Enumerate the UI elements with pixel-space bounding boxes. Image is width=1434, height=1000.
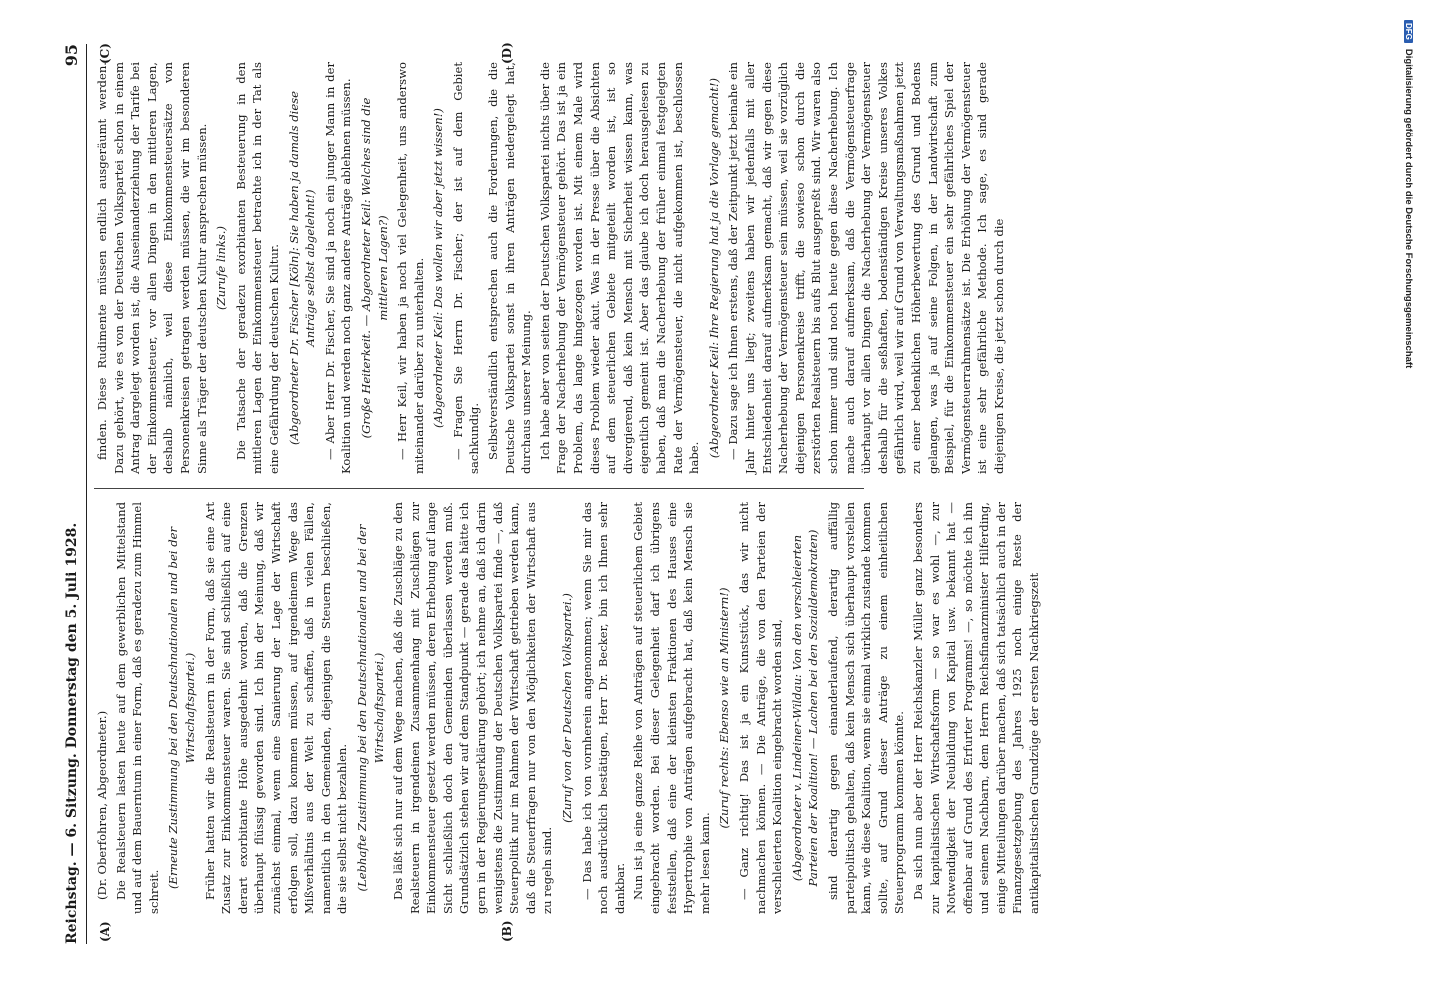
- paragraph: Da sich nun aber der Herr Reichskanzler Müller ganz besonders zur kapitalistischen Wirtschaftsform — so war es wohl —, zur Notwendigkeit der Neubildung von Kapital usw. bekannt hat — offenbar auf Grund des Erfurter Programms! —, so möchte ich ihn und seinem Nachbarn, dem Herrn Reichsfinanzminister Hilferding, einige Mitteilungen darüber machen, daß sich tatsächlich auch in der Finanzgesetzgebung des Jahres 1925 noch einige Reste der antikapitalistischen Grundzüge der ersten Nachkriegszeit: [910, 502, 1042, 914]
- dfg-logo: DFG: [1404, 20, 1413, 43]
- interjection: (Lebhafte Zustimmung bei den Deutschnationalen und bei der Wirtschaftspartei.): [354, 524, 386, 892]
- funding-note-text: Digitalisierung gefördert durch die Deutsche Forschungsgemeinschaft: [1403, 48, 1414, 369]
- paragraph: — Ganz richtig! Das ist ja ein Kunststück, das wir nicht nachmachen können. — Die Anträge, die von den Parteien der verschleierten Koalition eingebracht worden sind,: [736, 502, 785, 914]
- paragraph: finden. Diese Rudimente müssen endlich ausgeräumt werden. Dazu gehört, wie es von der Deutschen Volkspartei schon in einem Antrag dargelegt worden ist, die Auseinanderziehung der Tarife bei der Einkommensteuer, vor allen Dingen in den mittleren Lagen, deshalb nämlich, weil diese Einkommensteuersätze von Personenkreisen getragen werden müssen, die wir im besonderen Sinne als Träger der deutschen Kultur ansprechen müssen.: [95, 62, 209, 474]
- paragraph: sind derartig gegen einanderlaufend, derartig auffällig parteipolitisch gehalten, daß kein Mensch sich überhaupt vorstellen kann, wie diese Koalition, wenn sie einmal wirklich zustande kommen sollte, auf Grund dieser Anträge zu einem einheitlichen Steuerprogramm kommen könnte.: [825, 502, 907, 914]
- paragraph: Ich habe aber von seiten der Deutschen Volkspartei nichts über die Frage der Nacherhebung der Vermögensteuer gehört. Das ist ja ein Problem, das lange hingezogen worden ist. Mit einem Male wird dieses Problem wieder akut. Was in der Presse über die Absichten auf dem steuerlichen Gebiete mitgeteilt worden ist, ist so divergierend, daß kein Mensch mit Sicherheit wissen kann, was eigentlich gemeint ist. Aber das glaube ich doch herausgelesen zu haben, daß man die Nacherhebung der früher einmal festgelegten Rate der Vermögensteuer, die nicht aufgekommen ist, beschlossen habe.: [537, 62, 702, 474]
- margin-marker-d: (D): [500, 42, 514, 64]
- paragraph: — Dazu sage ich Ihnen erstens, daß der Zeitpunkt jetzt beinahe ein Jahr hinter uns liegt; zweitens haben wir jedenfalls mit aller Entschiedenheit darauf aufmerksam gemacht, daß wir gegen diese Nacherhebung der Vermögensteuer sein müssen, weil sie vorzüglich diejenigen Personenkreise trifft, die sowieso schon durch die zerstörten Realsteuern bis aufs Blut ausgepreßt sind. Wir waren also schon immer und sind noch heute gegen diese Nacherhebung. Ich mache auch darauf aufmerksam, daß die Vermögensteuerfrage überhaupt vor allen Dingen die Nacherhebung der Vermögensteuer deshalb für die seßhaften, bodenständigen Kreise unseres Volkes gefährlich wird, weil wir auf Grund von Verwaltungsmaßnahmen jetzt zu einer bedenklichen Höherbewertung des Grund und Bodens gelangen, was ja auf seine Folgen, in der Landwirtschaft zum Beispiel, für die Einkommensteuer ein sehr gefährliches Spiel der Vermögensteuerrahmensätze ist. Die Erhöhung der Vermögensteuer ist eine sehr gefährliche Methode. Ich sage, es sind gerade diejenigen Kreise, die jetzt schon durch die: [726, 62, 1006, 474]
- interjection: (Große Heiterkeit. — Abgeordneter Keil: Welches sind die mittleren Lagen?): [358, 97, 390, 439]
- paragraph: — Fragen Sie Herrn Dr. Fischer; der ist auf dem Gebiet sachkundig.: [450, 62, 482, 474]
- interjection: (Abgeordneter v. Lindeiner-Wildau: Von den verschleierten Parteien der Koalition! — Lachen bei den Sozialdemokraten): [789, 529, 821, 887]
- running-title: Reichstag. — 6. Sitzung. Donnerstag den 5. Juli 1928.: [64, 522, 80, 944]
- margin-marker-c: (C): [98, 43, 112, 64]
- interjection: (Abgeordneter Keil: Ihre Regierung hat ja die Vorlage gemacht!): [706, 77, 721, 459]
- interjection: (Abgeordneter Keil: Das wollen wir aber jetzt wissen!): [431, 108, 446, 428]
- page-number: 95: [62, 44, 81, 67]
- paragraph: Früher hatten wir die Realsteuern in der Form, daß sie eine Art Zusatz zur Einkommensteuer waren. Sie sind schließlich auf eine derart exorbitante Höhe ausgedehnt worden, daß die Grenzen überhaupt flüssig geworden sind. Ich bin der Meinung, daß wir zunächst einmal, wenn eine Sanierung der Lage der Wirtschaft erfolgen soll, dazu kommen müssen, auf irgendeinem Wege das Mißverhältnis aus der Welt zu schaffen, daß in vielen Fällen, namentlich in den Gemeinden, diejenigen die Steuern beschließen, die sie selbst nicht bezahlen.: [202, 502, 350, 914]
- text-column-left: [94, 502, 1042, 914]
- paragraph: — Aber Herr Dr. Fischer, Sie sind ja noch ein junger Mann in der Koalition und werden noch ganz andere Anträge ablehnen müssen.: [322, 62, 354, 474]
- margin-marker-a: (A): [98, 921, 112, 942]
- running-header: [60, 44, 87, 944]
- interjection: (Zurufe links.): [214, 226, 229, 310]
- column-divider: [94, 488, 864, 489]
- paragraph: (Dr. Oberfohren, Abgeordneter.): [95, 710, 109, 900]
- paragraph: Das läßt sich nur auf dem Wege machen, daß die Zuschläge zu den Realsteuern in irgendeinen Zusammenhang mit Zuschlägen zur Einkommensteuer gesetzt werden müssen, deren Erhebung auf lange Sicht schließlich doch den Gemeinden überlassen werden muß. Grundsätzlich stehen wir auf dem Standpunkt — gerade das hätte ich gern in der Regierungserklärung gehört; ich nehme an, daß ich darin wenigstens die Zustimmung der Deutschen Volkspartei finde —, daß Steuerpolitik nur im Rahmen der Wirtschaft getrieben werden kann, daß die Steuerfragen nur von den Möglichkeiten der Wirtschaft aus zu regeln sind.: [391, 502, 555, 914]
- funding-note: [1392, 20, 1428, 980]
- paragraph: — Das habe ich von vornherein angenommen; wenn Sie mir das noch ausdrücklich bestätigen, Herr Dr. Becker, bin ich Ihnen sehr dankbar.: [579, 502, 627, 914]
- margin-marker-b: (B): [500, 920, 514, 942]
- paragraph: Die Realsteuern lasten heute auf dem gewerblichen Mittelstand und auf dem Bauerntum in einer Form, daß es geradezu zum Himmel schreit.: [113, 502, 161, 914]
- interjection: (Zuruf von der Deutschen Volkspartei.): [560, 593, 575, 823]
- paragraph: Nun ist ja eine ganze Reihe von Anträgen auf steuerlichem Gebiet eingebracht worden. Bei dieser Gelegenheit darf ich übrigens feststellen, daß eine der kleinsten Fraktionen des Hauses eine Hypertrophie von Anträgen aufgebracht hat, daß kein Mensch sie mehr lesen kann.: [631, 502, 712, 914]
- text-column-right: [94, 62, 1006, 474]
- paragraph: Die Tatsache der geradezu exorbitanten Besteuerung in den mittleren Lagen der Einkommensteuer betrachte ich in der Tat als eine Gefährdung der deutschen Kultur.: [233, 62, 281, 474]
- paragraph: — Herr Keil, wir haben ja noch viel Gelegenheit, uns anderswo miteinander darüber zu unterhalten.: [395, 62, 426, 474]
- interjection: (Erneute Zustimmung bei den Deutschnationalen und bei der Wirtschaftspartei.): [166, 526, 197, 890]
- interjection: (Zuruf rechts: Ebenso wie an Ministern!): [717, 587, 732, 829]
- page-scan: [60, 42, 1042, 944]
- paragraph: Selbstverständlich entsprechen auch die Forderungen, die die Deutsche Volkspartei sonst in ihren Anträgen niedergelegt hat, durchaus unserer Meinung.: [486, 62, 534, 474]
- interjection: (Abgeordneter Dr. Fischer [Köln]: Sie haben ja damals diese Anträge selbst abgelehnt!): [286, 90, 318, 446]
